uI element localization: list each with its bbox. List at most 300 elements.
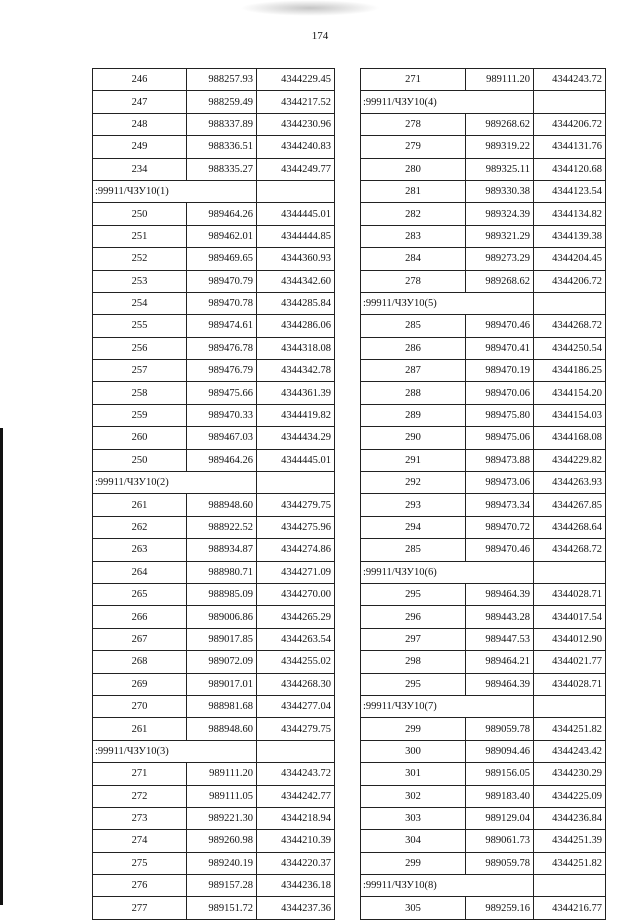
y-coordinate-cell: 4344274.86 <box>257 539 335 561</box>
point-number-cell: 276 <box>93 875 187 897</box>
point-number-cell: 262 <box>93 516 187 538</box>
x-coordinate-cell: 989467.03 <box>187 427 257 449</box>
table-row <box>361 852 606 874</box>
table-row <box>361 472 606 494</box>
parcel-header-row <box>361 561 606 583</box>
point-number-cell: 288 <box>361 382 466 404</box>
x-coordinate-cell: 989474.61 <box>187 315 257 337</box>
point-number-cell: 255 <box>93 315 187 337</box>
y-coordinate-cell: 4344285.84 <box>257 292 335 314</box>
table-row <box>361 673 606 695</box>
y-coordinate-cell: 4344318.08 <box>257 337 335 359</box>
point-number-cell: 246 <box>93 69 187 91</box>
table-row <box>361 897 606 919</box>
y-coordinate-cell: 4344028.71 <box>534 583 606 605</box>
table-row <box>361 136 606 158</box>
y-coordinate-cell: 4344251.82 <box>534 718 606 740</box>
x-coordinate-cell: 989017.85 <box>187 628 257 650</box>
y-coordinate-cell: 4344342.78 <box>257 360 335 382</box>
table-row <box>361 651 606 673</box>
y-coordinate-cell: 4344204.45 <box>534 248 606 270</box>
x-coordinate-cell: 989157.28 <box>187 875 257 897</box>
table-row <box>93 673 335 695</box>
x-coordinate-cell: 989475.66 <box>187 382 257 404</box>
table-row <box>361 740 606 762</box>
y-coordinate-cell: 4344120.68 <box>534 158 606 180</box>
y-coordinate-cell: 4344017.54 <box>534 606 606 628</box>
y-coordinate-cell: 4344154.20 <box>534 382 606 404</box>
x-coordinate-cell: 988335.27 <box>187 158 257 180</box>
x-coordinate-cell: 989476.79 <box>187 360 257 382</box>
point-number-cell: 257 <box>93 360 187 382</box>
y-coordinate-cell: 4344230.96 <box>257 113 335 135</box>
y-coordinate-cell: 4344229.45 <box>257 69 335 91</box>
x-coordinate-cell: 989221.30 <box>187 807 257 829</box>
table-row <box>93 158 335 180</box>
point-number-cell: 252 <box>93 248 187 270</box>
table-row <box>361 763 606 785</box>
x-coordinate-cell: 989240.19 <box>187 852 257 874</box>
point-number-cell: 264 <box>93 561 187 583</box>
table-row <box>93 494 335 516</box>
x-coordinate-cell: 988980.71 <box>187 561 257 583</box>
x-coordinate-cell: 989319.22 <box>466 136 534 158</box>
y-coordinate-cell: 4344243.72 <box>257 763 335 785</box>
x-coordinate-cell: 989470.78 <box>187 292 257 314</box>
y-coordinate-cell: 4344271.09 <box>257 561 335 583</box>
point-number-cell: 294 <box>361 516 466 538</box>
point-number-cell: 283 <box>361 225 466 247</box>
table-row <box>93 628 335 650</box>
table-row <box>93 315 335 337</box>
y-coordinate-cell: 4344206.72 <box>534 270 606 292</box>
x-coordinate-cell: 989111.05 <box>187 785 257 807</box>
point-number-cell: 266 <box>93 606 187 628</box>
x-coordinate-cell: 989059.78 <box>466 852 534 874</box>
x-coordinate-cell: 988934.87 <box>187 539 257 561</box>
y-coordinate-cell: 4344360.93 <box>257 248 335 270</box>
point-number-cell: 295 <box>361 673 466 695</box>
table-row <box>93 539 335 561</box>
point-number-cell: 295 <box>361 583 466 605</box>
y-coordinate-cell: 4344268.72 <box>534 315 606 337</box>
table-row <box>93 830 335 852</box>
x-coordinate-cell: 989268.62 <box>466 113 534 135</box>
table-row <box>361 270 606 292</box>
y-coordinate-cell: 4344267.85 <box>534 494 606 516</box>
table-row <box>361 606 606 628</box>
y-coordinate-cell: 4344275.96 <box>257 516 335 538</box>
x-coordinate-cell: 989268.62 <box>466 270 534 292</box>
point-number-cell: 259 <box>93 404 187 426</box>
y-coordinate-cell: 4344236.18 <box>257 875 335 897</box>
point-number-cell: 270 <box>93 695 187 717</box>
y-coordinate-cell: 4344279.75 <box>257 718 335 740</box>
table-row <box>361 225 606 247</box>
y-coordinate-cell: 4344021.77 <box>534 651 606 673</box>
point-number-cell: 248 <box>93 113 187 135</box>
point-number-cell: 263 <box>93 539 187 561</box>
x-coordinate-cell: 989017.01 <box>187 673 257 695</box>
point-number-cell: 265 <box>93 583 187 605</box>
table-row <box>93 695 335 717</box>
table-row <box>93 427 335 449</box>
empty-cell <box>534 561 606 583</box>
x-coordinate-cell: 989470.72 <box>466 516 534 538</box>
x-coordinate-cell: 989475.80 <box>466 404 534 426</box>
y-coordinate-cell: 4344445.01 <box>257 203 335 225</box>
y-coordinate-cell: 4344263.93 <box>534 472 606 494</box>
x-coordinate-cell: 989129.04 <box>466 807 534 829</box>
table-row <box>361 315 606 337</box>
x-coordinate-cell: 988337.89 <box>187 113 257 135</box>
y-coordinate-cell: 4344168.08 <box>534 427 606 449</box>
x-coordinate-cell: 989259.16 <box>466 897 534 919</box>
x-coordinate-cell: 988259.49 <box>187 91 257 113</box>
table-row <box>93 785 335 807</box>
point-number-cell: 291 <box>361 449 466 471</box>
y-coordinate-cell: 4344237.36 <box>257 897 335 919</box>
x-coordinate-cell: 989183.40 <box>466 785 534 807</box>
y-coordinate-cell: 4344268.72 <box>534 539 606 561</box>
y-coordinate-cell: 4344210.39 <box>257 830 335 852</box>
point-number-cell: 286 <box>361 337 466 359</box>
x-coordinate-cell: 989072.09 <box>187 651 257 673</box>
table-row <box>93 136 335 158</box>
point-number-cell: 302 <box>361 785 466 807</box>
y-coordinate-cell: 4344243.72 <box>534 69 606 91</box>
point-number-cell: 272 <box>93 785 187 807</box>
table-row <box>361 494 606 516</box>
point-number-cell: 254 <box>93 292 187 314</box>
point-number-cell: 305 <box>361 897 466 919</box>
x-coordinate-cell: 989447.53 <box>466 628 534 650</box>
x-coordinate-cell: 989464.39 <box>466 583 534 605</box>
empty-cell <box>534 292 606 314</box>
x-coordinate-cell: 989473.34 <box>466 494 534 516</box>
table-row <box>93 337 335 359</box>
x-coordinate-cell: 989324.39 <box>466 203 534 225</box>
point-number-cell: 268 <box>93 651 187 673</box>
x-coordinate-cell: 989094.46 <box>466 740 534 762</box>
y-coordinate-cell: 4344225.09 <box>534 785 606 807</box>
parcel-header-row <box>93 180 335 202</box>
y-coordinate-cell: 4344186.25 <box>534 360 606 382</box>
point-number-cell: 304 <box>361 830 466 852</box>
point-number-cell: 250 <box>93 449 187 471</box>
x-coordinate-cell: 989464.26 <box>187 449 257 471</box>
x-coordinate-cell: 988922.52 <box>187 516 257 538</box>
table-row <box>361 807 606 829</box>
empty-cell <box>257 472 335 494</box>
point-number-cell: 271 <box>361 69 466 91</box>
table-row <box>361 830 606 852</box>
point-number-cell: 292 <box>361 472 466 494</box>
y-coordinate-cell: 4344270.00 <box>257 583 335 605</box>
y-coordinate-cell: 4344230.29 <box>534 763 606 785</box>
x-coordinate-cell: 989473.88 <box>466 449 534 471</box>
y-coordinate-cell: 4344243.42 <box>534 740 606 762</box>
x-coordinate-cell: 989325.11 <box>466 158 534 180</box>
y-coordinate-cell: 4344434.29 <box>257 427 335 449</box>
table-row <box>361 113 606 135</box>
x-coordinate-cell: 989273.29 <box>466 248 534 270</box>
point-number-cell: 284 <box>361 248 466 270</box>
parcel-label: :99911/ЧЗУ10(5) <box>361 292 534 314</box>
point-number-cell: 297 <box>361 628 466 650</box>
table-row <box>361 158 606 180</box>
point-number-cell: 267 <box>93 628 187 650</box>
scan-edge-bar <box>0 428 3 905</box>
point-number-cell: 299 <box>361 718 466 740</box>
point-number-cell: 273 <box>93 807 187 829</box>
table-row <box>361 382 606 404</box>
table-row <box>93 449 335 471</box>
x-coordinate-cell: 989321.29 <box>466 225 534 247</box>
parcel-label: :99911/ЧЗУ10(2) <box>93 472 257 494</box>
point-number-cell: 256 <box>93 337 187 359</box>
point-number-cell: 293 <box>361 494 466 516</box>
x-coordinate-cell: 989462.01 <box>187 225 257 247</box>
table-row <box>93 583 335 605</box>
x-coordinate-cell: 988336.51 <box>187 136 257 158</box>
table-row <box>93 561 335 583</box>
table-row <box>361 69 606 91</box>
table-row <box>361 628 606 650</box>
point-number-cell: 282 <box>361 203 466 225</box>
table-row <box>93 360 335 382</box>
x-coordinate-cell: 989006.86 <box>187 606 257 628</box>
parcel-label: :99911/ЧЗУ10(8) <box>361 875 534 897</box>
y-coordinate-cell: 4344251.82 <box>534 852 606 874</box>
x-coordinate-cell: 989470.19 <box>466 360 534 382</box>
point-number-cell: 303 <box>361 807 466 829</box>
y-coordinate-cell: 4344265.29 <box>257 606 335 628</box>
x-coordinate-cell: 988981.68 <box>187 695 257 717</box>
point-number-cell: 285 <box>361 539 466 561</box>
x-coordinate-cell: 989470.46 <box>466 539 534 561</box>
y-coordinate-cell: 4344139.38 <box>534 225 606 247</box>
point-number-cell: 277 <box>93 897 187 919</box>
y-coordinate-cell: 4344250.54 <box>534 337 606 359</box>
point-number-cell: 290 <box>361 427 466 449</box>
y-coordinate-cell: 4344279.75 <box>257 494 335 516</box>
y-coordinate-cell: 4344444.85 <box>257 225 335 247</box>
table-row <box>93 651 335 673</box>
point-number-cell: 280 <box>361 158 466 180</box>
page-number: 174 <box>311 30 329 42</box>
point-number-cell: 247 <box>93 91 187 113</box>
y-coordinate-cell: 4344131.76 <box>534 136 606 158</box>
point-number-cell: 275 <box>93 852 187 874</box>
x-coordinate-cell: 989470.33 <box>187 404 257 426</box>
table-row <box>93 763 335 785</box>
table-row <box>93 875 335 897</box>
y-coordinate-cell: 4344255.02 <box>257 651 335 673</box>
right-coordinates-table <box>360 68 606 920</box>
table-row <box>361 583 606 605</box>
y-coordinate-cell: 4344218.94 <box>257 807 335 829</box>
empty-cell <box>534 91 606 113</box>
empty-cell <box>534 695 606 717</box>
x-coordinate-cell: 989061.73 <box>466 830 534 852</box>
y-coordinate-cell: 4344220.37 <box>257 852 335 874</box>
scan-smudge <box>240 0 380 16</box>
table-row <box>93 382 335 404</box>
y-coordinate-cell: 4344249.77 <box>257 158 335 180</box>
parcel-label: :99911/ЧЗУ10(1) <box>93 180 257 202</box>
point-number-cell: 251 <box>93 225 187 247</box>
y-coordinate-cell: 4344217.52 <box>257 91 335 113</box>
y-coordinate-cell: 4344229.82 <box>534 449 606 471</box>
table-row <box>361 718 606 740</box>
x-coordinate-cell: 989476.78 <box>187 337 257 359</box>
y-coordinate-cell: 4344277.04 <box>257 695 335 717</box>
point-number-cell: 234 <box>93 158 187 180</box>
y-coordinate-cell: 4344028.71 <box>534 673 606 695</box>
y-coordinate-cell: 4344012.90 <box>534 628 606 650</box>
table-row <box>93 852 335 874</box>
empty-cell <box>534 875 606 897</box>
x-coordinate-cell: 989470.41 <box>466 337 534 359</box>
y-coordinate-cell: 4344154.03 <box>534 404 606 426</box>
point-number-cell: 253 <box>93 270 187 292</box>
table-row <box>93 718 335 740</box>
x-coordinate-cell: 989464.39 <box>466 673 534 695</box>
table-row <box>361 427 606 449</box>
x-coordinate-cell: 988948.60 <box>187 718 257 740</box>
x-coordinate-cell: 989473.06 <box>466 472 534 494</box>
table-row <box>93 91 335 113</box>
point-number-cell: 278 <box>361 270 466 292</box>
parcel-header-row <box>361 875 606 897</box>
table-row <box>361 203 606 225</box>
point-number-cell: 269 <box>93 673 187 695</box>
table-row <box>93 807 335 829</box>
table-row <box>361 180 606 202</box>
x-coordinate-cell: 989443.28 <box>466 606 534 628</box>
x-coordinate-cell: 989469.65 <box>187 248 257 270</box>
y-coordinate-cell: 4344123.54 <box>534 180 606 202</box>
y-coordinate-cell: 4344268.30 <box>257 673 335 695</box>
point-number-cell: 287 <box>361 360 466 382</box>
table-row <box>93 203 335 225</box>
table-row <box>93 404 335 426</box>
y-coordinate-cell: 4344268.64 <box>534 516 606 538</box>
point-number-cell: 285 <box>361 315 466 337</box>
parcel-header-row <box>361 695 606 717</box>
point-number-cell: 301 <box>361 763 466 785</box>
point-number-cell: 296 <box>361 606 466 628</box>
table-row <box>361 337 606 359</box>
parcel-label: :99911/ЧЗУ10(6) <box>361 561 534 583</box>
x-coordinate-cell: 989260.98 <box>187 830 257 852</box>
point-number-cell: 278 <box>361 113 466 135</box>
y-coordinate-cell: 4344419.82 <box>257 404 335 426</box>
y-coordinate-cell: 4344342.60 <box>257 270 335 292</box>
x-coordinate-cell: 989470.46 <box>466 315 534 337</box>
parcel-label: :99911/ЧЗУ10(7) <box>361 695 534 717</box>
parcel-label: :99911/ЧЗУ10(4) <box>361 91 534 113</box>
x-coordinate-cell: 989111.20 <box>187 763 257 785</box>
table-row <box>93 113 335 135</box>
table-row <box>93 292 335 314</box>
x-coordinate-cell: 989475.06 <box>466 427 534 449</box>
point-number-cell: 299 <box>361 852 466 874</box>
x-coordinate-cell: 988985.09 <box>187 583 257 605</box>
x-coordinate-cell: 989464.21 <box>466 651 534 673</box>
point-number-cell: 258 <box>93 382 187 404</box>
x-coordinate-cell: 989470.06 <box>466 382 534 404</box>
y-coordinate-cell: 4344361.39 <box>257 382 335 404</box>
parcel-header-row <box>361 91 606 113</box>
y-coordinate-cell: 4344216.77 <box>534 897 606 919</box>
table-row <box>361 516 606 538</box>
point-number-cell: 289 <box>361 404 466 426</box>
point-number-cell: 300 <box>361 740 466 762</box>
table-row <box>361 248 606 270</box>
y-coordinate-cell: 4344263.54 <box>257 628 335 650</box>
x-coordinate-cell: 988948.60 <box>187 494 257 516</box>
empty-cell <box>257 740 335 762</box>
y-coordinate-cell: 4344240.83 <box>257 136 335 158</box>
table-row <box>361 360 606 382</box>
y-coordinate-cell: 4344134.82 <box>534 203 606 225</box>
parcel-label: :99911/ЧЗУ10(3) <box>93 740 257 762</box>
y-coordinate-cell: 4344236.84 <box>534 807 606 829</box>
table-row <box>93 606 335 628</box>
parcel-header-row <box>361 292 606 314</box>
point-number-cell: 261 <box>93 718 187 740</box>
point-number-cell: 260 <box>93 427 187 449</box>
y-coordinate-cell: 4344286.06 <box>257 315 335 337</box>
table-row <box>361 785 606 807</box>
table-row <box>93 516 335 538</box>
table-row <box>93 225 335 247</box>
y-coordinate-cell: 4344206.72 <box>534 113 606 135</box>
table-row <box>361 404 606 426</box>
table-row <box>93 270 335 292</box>
x-coordinate-cell: 989111.20 <box>466 69 534 91</box>
point-number-cell: 279 <box>361 136 466 158</box>
point-number-cell: 298 <box>361 651 466 673</box>
empty-cell <box>257 180 335 202</box>
table-row <box>93 69 335 91</box>
y-coordinate-cell: 4344242.77 <box>257 785 335 807</box>
point-number-cell: 249 <box>93 136 187 158</box>
point-number-cell: 281 <box>361 180 466 202</box>
x-coordinate-cell: 989464.26 <box>187 203 257 225</box>
x-coordinate-cell: 989059.78 <box>466 718 534 740</box>
point-number-cell: 274 <box>93 830 187 852</box>
point-number-cell: 261 <box>93 494 187 516</box>
point-number-cell: 250 <box>93 203 187 225</box>
x-coordinate-cell: 989151.72 <box>187 897 257 919</box>
x-coordinate-cell: 989470.79 <box>187 270 257 292</box>
x-coordinate-cell: 988257.93 <box>187 69 257 91</box>
table-row <box>93 897 335 919</box>
table-row <box>93 248 335 270</box>
y-coordinate-cell: 4344251.39 <box>534 830 606 852</box>
table-row <box>361 539 606 561</box>
table-row <box>361 449 606 471</box>
x-coordinate-cell: 989156.05 <box>466 763 534 785</box>
x-coordinate-cell: 989330.38 <box>466 180 534 202</box>
parcel-header-row <box>93 472 335 494</box>
y-coordinate-cell: 4344445.01 <box>257 449 335 471</box>
parcel-header-row <box>93 740 335 762</box>
left-coordinates-table <box>92 68 335 920</box>
